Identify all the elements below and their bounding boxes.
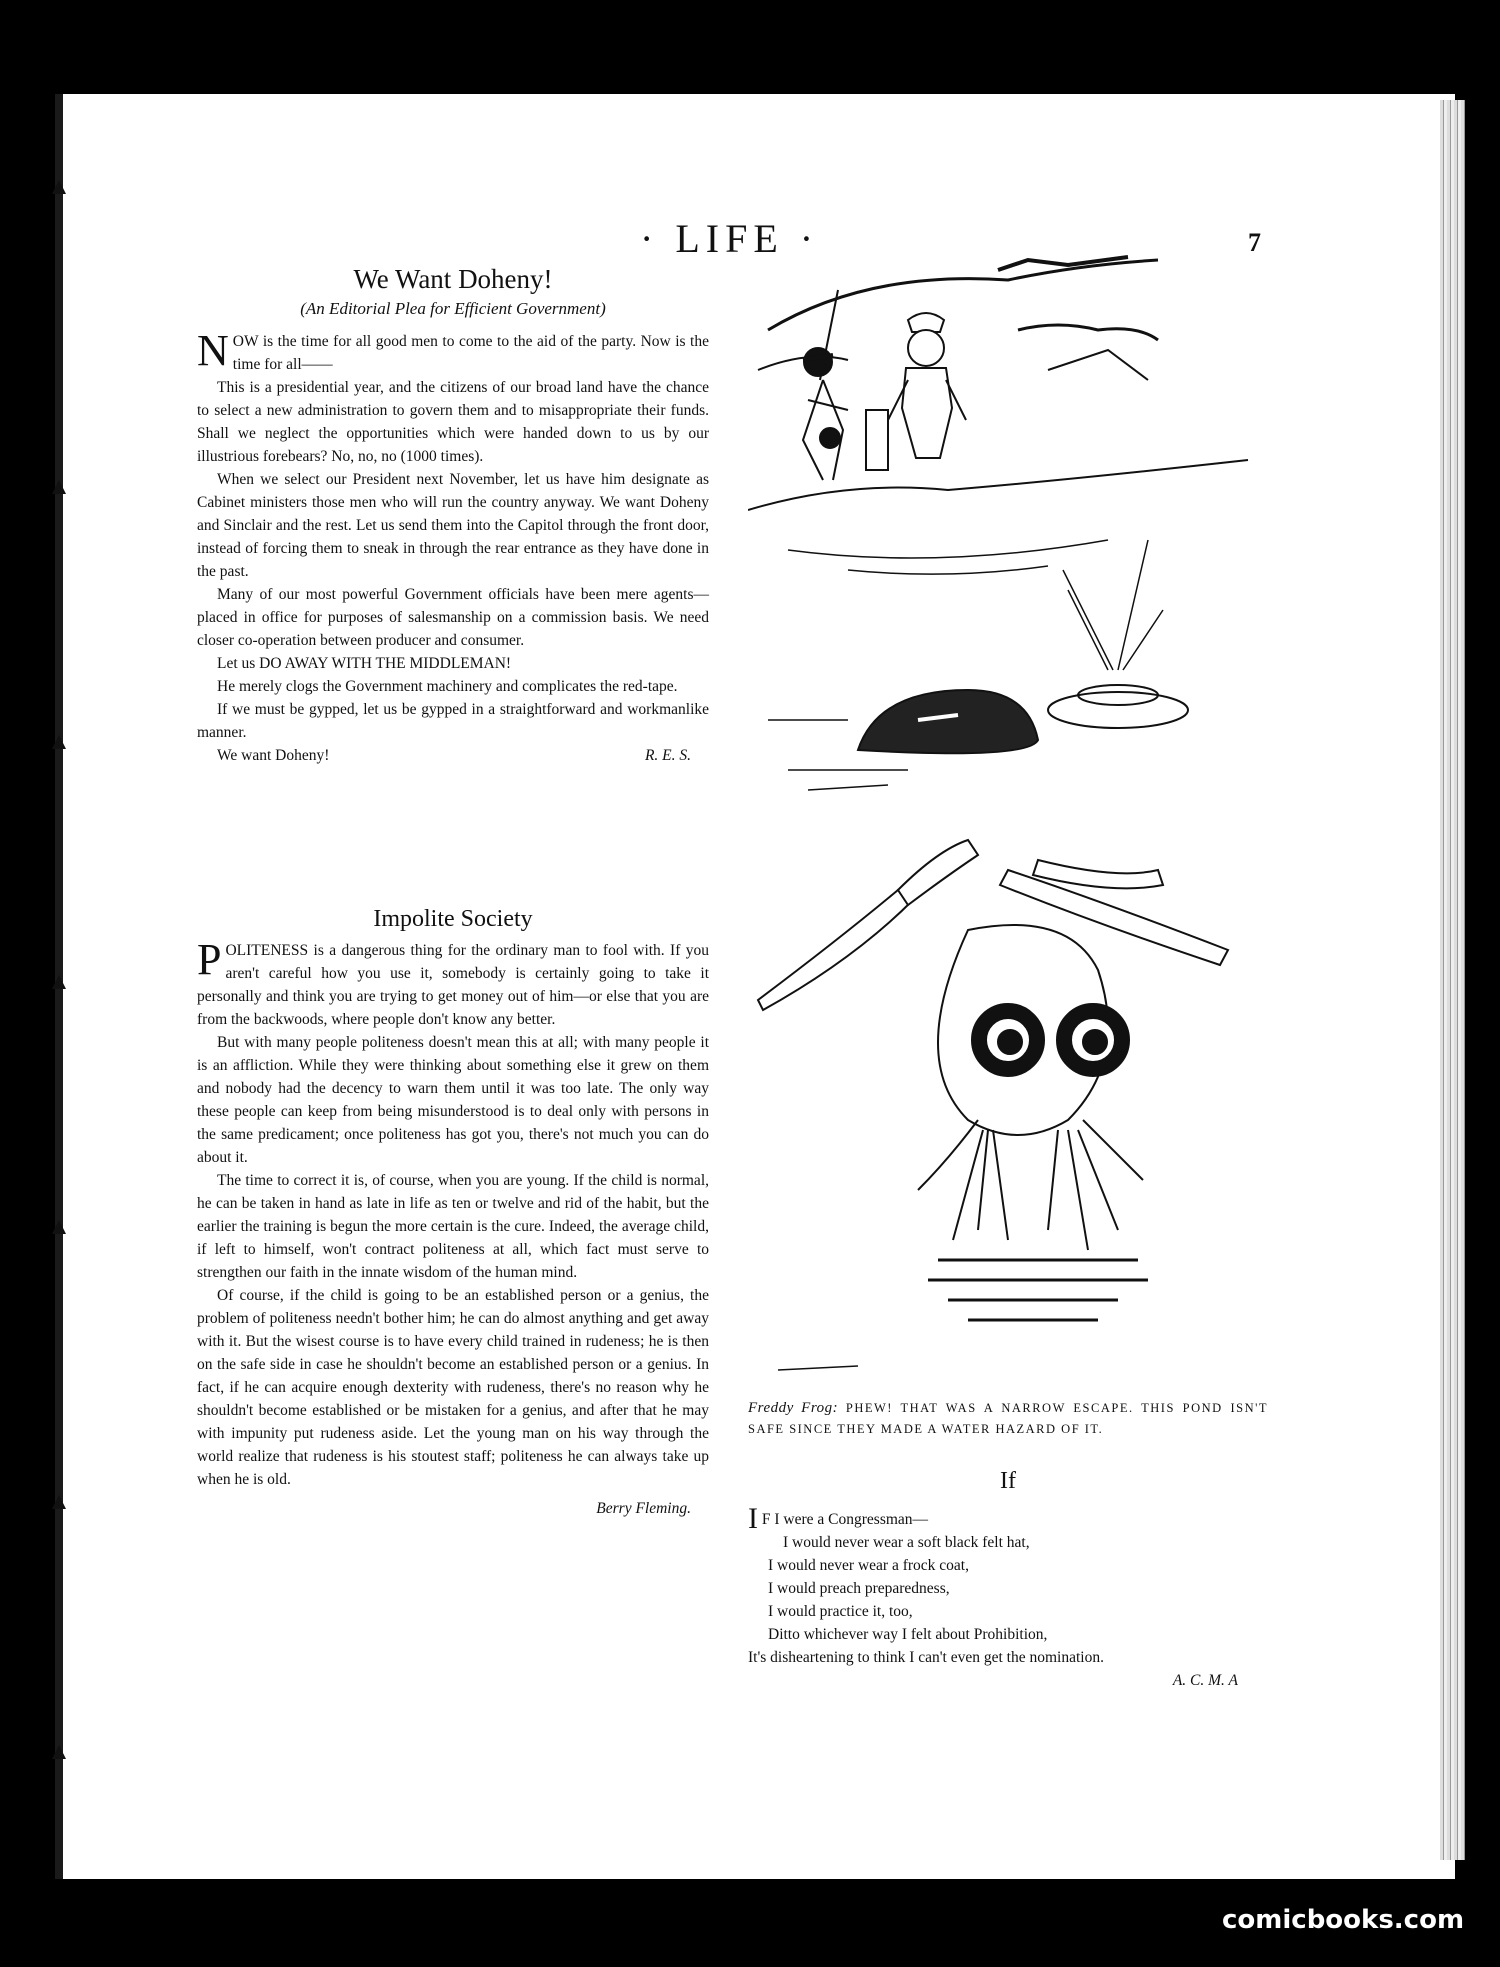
author-signature: Berry Fleming. [596, 1500, 691, 1517]
page-number: 7 [1248, 228, 1261, 257]
paragraph: OLITENESS is a dangerous thing for the ordinary man to fool with. If you aren't careful how you use it, somebody is certainly going to take it personally and think you are trying to get money out of him—or else that you are from the backwoods, where people don't know any better. [197, 942, 709, 1028]
drop-cap: N [197, 326, 229, 375]
poem-if [748, 1470, 1268, 1692]
poem-line: Ditto whichever way I felt about Prohibition, [768, 1626, 1048, 1643]
poem-line: I would preach preparedness, [768, 1580, 950, 1597]
article-title: We Want Doheny! [353, 264, 553, 294]
paragraph: When we select our President next November, let us have him designate as Cabinet ministers those men who will run the country anyway. We want Doheny and Sinclair and the rest. Let us send them into the Capitol through the front door, instead of forcing them to sneak in through the rear entrance as they have done in the past. [197, 471, 709, 580]
paragraph: Many of our most powerful Government officials have been mere agents—placed in office for purposes of salesmanship on a commission basis. We need closer co-operation between producer and consumer. [197, 586, 709, 649]
site-watermark: comicbooks.com [1222, 1905, 1465, 1935]
paragraph: Let us DO AWAY WITH THE MIDDLEMAN! [217, 655, 512, 672]
caption-speaker: Freddy Frog: [748, 1400, 839, 1416]
drop-cap: I [748, 1502, 758, 1535]
freddy-frog-drawing [758, 840, 1228, 1320]
page-edges [1440, 100, 1465, 1860]
drop-cap: P [197, 935, 222, 984]
poem-line: I would never wear a soft black felt hat, [783, 1534, 1030, 1551]
paragraph: OW is the time for all good men to come to the aid of the party. Now is the time for all—— [232, 333, 709, 373]
poem-line: I would never wear a frock coat, [768, 1557, 969, 1574]
paragraph: We want Doheny! [217, 747, 330, 764]
poem-signature: A. C. M. A [1172, 1672, 1238, 1689]
author-signature: R. E. S. [644, 747, 691, 764]
paragraph: But with many people politeness doesn't mean this at all; with many people it is an affliction. While they were thinking about something else it grew on them and nobody had the decency to warn them until it was too late. The only way these people can keep from being misunderstood is to deal only with persons in the same predicament; once politeness has got you, there's not much you can do about it. [197, 1034, 709, 1166]
paragraph: Of course, if the child is going to be an established person or a genius, the problem of politeness needn't bother him; he can do almost anything and get away with it. But the wisest course is to have every child trained in rudeness; he is then on the safe side in case he shouldn't become an established person or a genius. In fact, if he can acquire enough dexterity with rudeness, there's no reason why he shouldn't become established or be mistaken for a genius, and after that he may with impunity put rudeness aside. Let the young man on his way through the world realize that rudeness is his stoutest staff; politeness he can always take up when he is old. [197, 1287, 709, 1488]
article-we-want-doheny [197, 264, 709, 767]
article-impolite-society [197, 908, 709, 1520]
poem-title: If [1000, 1468, 1016, 1494]
poem-line: It's disheartening to think I can't even get the nomination. [748, 1649, 1104, 1666]
paragraph: This is a presidential year, and the citizens of our broad land have the chance to select a new administration to govern them and to misappropriate their funds. Shall we neglect the opportunities which were handed down to us by our illustrious forebears? No, no, no (1000 times). [197, 379, 709, 465]
cartoon-caption [748, 1398, 1268, 1440]
golfers-illustration [748, 257, 1248, 574]
paragraph: If we must be gypped, let us be gypped in a straightforward and workmanlike manner. [197, 701, 709, 741]
poem-line: F I were a Congressman— [761, 1511, 929, 1528]
rock-and-splash [768, 540, 1188, 790]
closing-line [197, 744, 709, 767]
article-title: Impolite Society [373, 906, 533, 932]
caption-text: PHEW! THAT WAS A NARROW ESCAPE. THIS POND ISN'T SAFE SINCE THEY MADE A WATER HAZARD OF IT. [748, 1401, 1269, 1436]
poem-line: I would practice it, too, [768, 1603, 913, 1620]
paragraph: He merely clogs the Government machinery and complicates the red-tape. [217, 678, 678, 695]
masthead-title: · LIFE · [640, 216, 820, 261]
frog-golf-cartoon [748, 250, 1268, 1390]
article-subtitle: (An Editorial Plea for Efficient Government) [300, 299, 606, 318]
paragraph: The time to correct it is, of course, when you are young. If the child is normal, he can be taken in hand as late in life as ten or twelve and rid of the habit, but the earlier the training is begun the more certain is the cure. Indeed, the average child, if left to himself, won't contract politeness at all, which fact must serve to strengthen our faith in the innate wisdom of the human mind. [197, 1172, 709, 1281]
artist-signature [778, 1366, 858, 1370]
